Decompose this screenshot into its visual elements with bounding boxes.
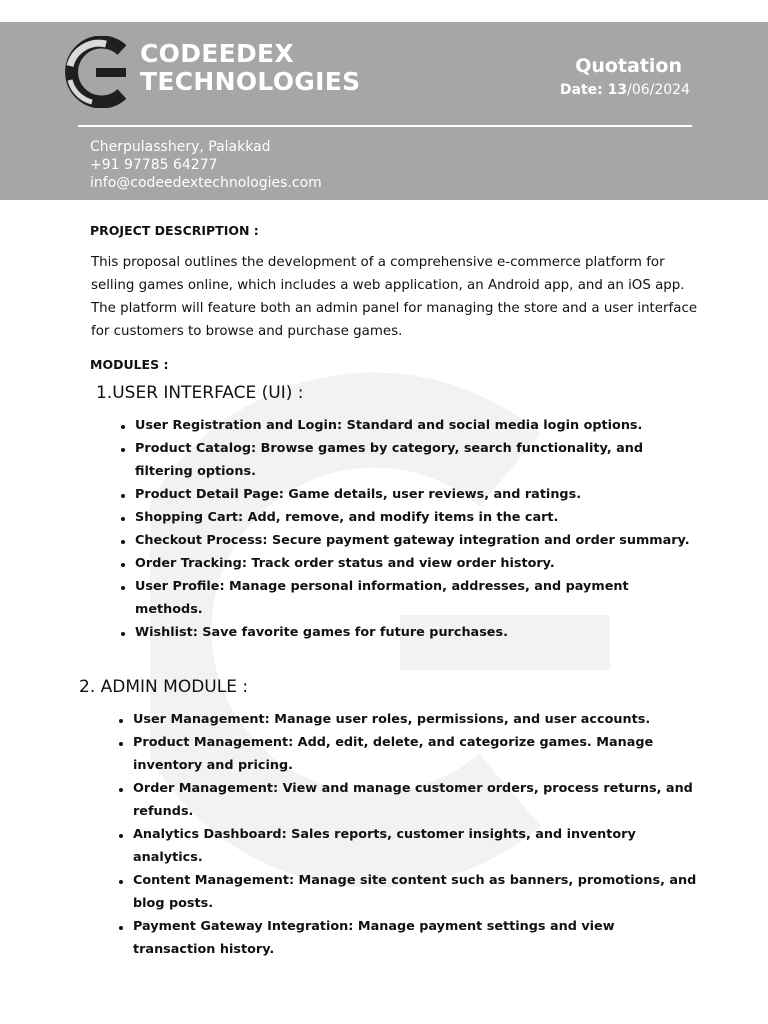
list-item: Product Management: Add, edit, delete, and categorize games. Manage inventory and pricing. [117,731,697,777]
ui-module-title: 1.USER INTERFACE (UI) : [96,383,304,403]
date-label: Date: 13 [559,82,628,98]
list-item: Wishlist: Save favorite games for future purchases. [119,621,699,644]
list-item: Content Management: Manage site content such as banners, promotions, and blog posts. [117,869,697,915]
list-item: Payment Gateway Integration: Manage payment settings and view transaction history. [117,915,697,961]
list-item: User Registration and Login: Standard and social media login options. [119,414,699,437]
list-item: Shopping Cart: Add, remove, and modify items in the cart. [119,506,699,529]
project-description-heading: PROJECT DESCRIPTION : [90,223,259,238]
list-item: Order Tracking: Track order status and view order history. [119,552,699,575]
phone: +91 97785 64277 [90,157,218,173]
modules-heading: MODULES : [90,357,169,372]
document-title: Quotation [575,55,682,77]
company-name-line2: TECHNOLOGIES [140,67,361,96]
list-item: Product Catalog: Browse games by category, search functionality, and filtering options. [119,437,699,483]
admin-module-title: 2. ADMIN MODULE : [79,677,249,697]
list-item: Checkout Process: Secure payment gateway integration and order summary. [119,529,699,552]
company-name-line1: CODEEDEX [140,39,295,68]
ui-module-list [119,414,699,644]
list-item: Order Management: View and manage customer orders, process returns, and refunds. [117,777,697,823]
admin-module-list [117,708,697,961]
list-item: Analytics Dashboard: Sales reports, customer insights, and inventory analytics. [117,823,697,869]
list-item: User Profile: Manage personal information, addresses, and payment methods. [119,575,699,621]
list-item: Product Detail Page: Game details, user reviews, and ratings. [119,483,699,506]
project-description-text: This proposal outlines the development of a comprehensive e-commerce platform for selling games online, which includes a web application, an Android app, and an iOS app. The platform will feature both an admin panel for managing the store and a user interface for customers to browse and purchase games. [91,255,698,339]
date-value: /06/2024 [627,82,690,98]
list-item: User Management: Manage user roles, permissions, and user accounts. [117,708,697,731]
email: info@codeedextechnologies.com [90,175,322,191]
address: Cherpulasshery, Palakkad [90,139,271,155]
